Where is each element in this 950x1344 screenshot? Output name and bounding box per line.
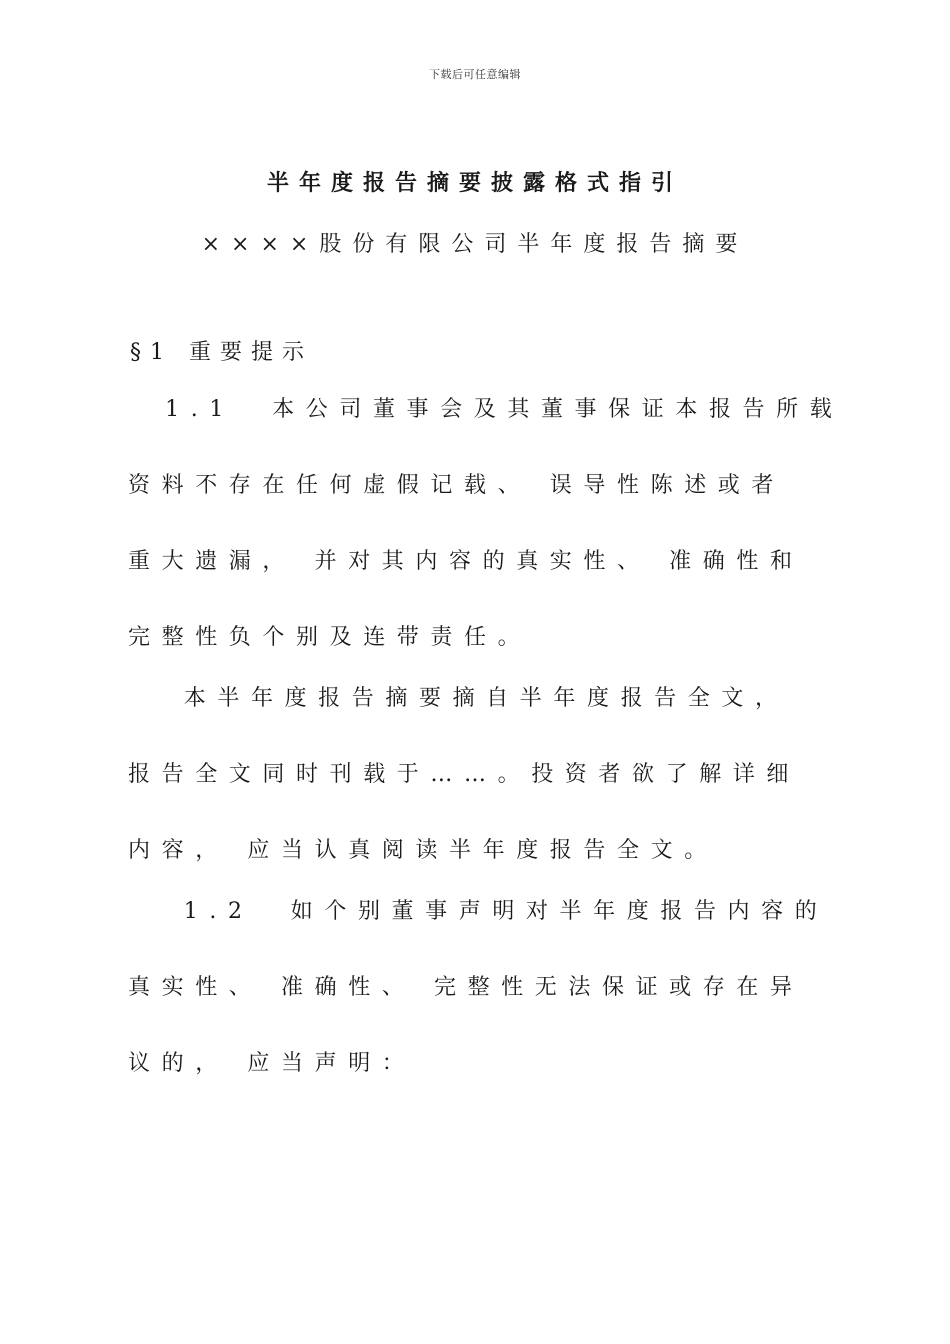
paragraph-line: 内容， 应当认真阅读半年度报告全文。 bbox=[128, 838, 718, 863]
paragraph-line: 完整性负个别及连带责任。 bbox=[128, 625, 532, 650]
paragraph-1-2 bbox=[128, 874, 829, 1102]
document-subtitle: ××××股份有限公司半年度报告摘要 bbox=[201, 232, 749, 257]
section-heading: §1 重要提示 bbox=[130, 340, 313, 365]
paragraph-line: 资料不存在任何虚假记载、 误导性陈述或者 bbox=[128, 473, 785, 498]
document-title: 半年度报告摘要披露格式指引 bbox=[266, 170, 683, 196]
paragraph-line: 议的， 应当声明： bbox=[128, 1051, 416, 1076]
paragraph-1-1 bbox=[128, 372, 844, 676]
header-note: 下载后可任意编辑 bbox=[429, 68, 521, 81]
paragraph-line: 重大遗漏， 并对其内容的真实性、 准确性和 bbox=[128, 549, 804, 574]
paragraph-line: 报告全文同时刊载于……。投资者欲了解详细 bbox=[128, 762, 801, 787]
paragraph-line: 1.2 如个别董事声明对半年度报告内容的 bbox=[128, 899, 829, 924]
paragraph-line: 本半年度报告摘要摘自半年度报告全文， bbox=[128, 686, 789, 711]
paragraph-summary-source bbox=[128, 661, 818, 889]
paragraph-line: 1.1 本公司董事会及其董事保证本报告所载 bbox=[128, 397, 844, 422]
paragraph-line: 真实性、 准确性、 完整性无法保证或存在异 bbox=[128, 975, 804, 1000]
